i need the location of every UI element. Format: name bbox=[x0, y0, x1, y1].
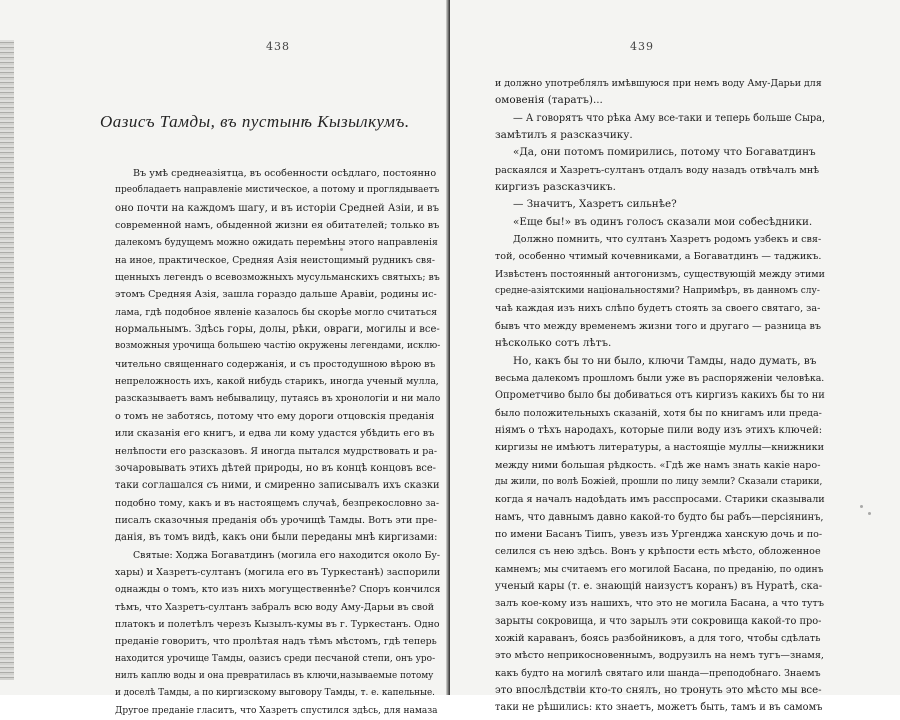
text-line: чительно священнаго содержанія, и съ простодушною вѣрою въ bbox=[115, 358, 436, 370]
text-line: и доселѣ Тамды, а по киргизскому выговору Тамды, т. е. капельные. bbox=[115, 688, 435, 699]
text-line: непреложность ихъ, какой нибудь старикъ, иногда ученый мулла, bbox=[115, 376, 439, 388]
text-line: камнемъ; мы считаемъ его могилой Басана, по преданію, по одинъ bbox=[495, 563, 824, 575]
text-line: Въ умѣ среднеазіятца, въ особенности осѣдлаго, постоянно bbox=[133, 168, 437, 179]
text-line: какъ будто на могилѣ святаго или шанда—преподобнаго. Знаемъ bbox=[495, 667, 821, 679]
text-line: щенныхъ легендъ о всевозможныхъ мусульманскихъ святыхъ; въ bbox=[115, 272, 440, 284]
text-line: Опрометчиво было бы добиваться отъ киргизъ какихъ бы то ни bbox=[495, 390, 825, 402]
left-page-body bbox=[115, 165, 440, 720]
text-line: преданіе говоритъ, что пролѣтая надъ тѣмъ мѣстомъ, гдѣ теперь bbox=[115, 636, 437, 648]
text-line: тѣмъ, что Хазретъ-султанъ забралъ всю воду Аму-Дарьи въ свой bbox=[115, 601, 434, 613]
text-line: ученый кары (т. е. знающій наизустъ коранъ) въ Нуратѣ, ска- bbox=[495, 580, 823, 592]
text-line: намъ, что давнымъ давно какой-то будто бы рабъ—персіянинъ, bbox=[495, 511, 824, 523]
text-line: киргизы не имѣютъ литературы, а настоящіе муллы—книжники bbox=[495, 442, 825, 454]
text-line: селился съ нею здѣсь. Вонъ у крѣпости есть мѣсто, обложенное bbox=[495, 546, 821, 558]
text-line: нилъ каплю воды и она превратилась въ ключи,называемые потому bbox=[115, 670, 434, 681]
text-line: этомъ Средняя Азія, зашла гораздо дальше Аравіи, родины ис- bbox=[115, 289, 437, 301]
text-line: оно почти на каждомъ шагу, и въ исторіи Средней Азіи, и въ bbox=[115, 202, 439, 214]
text-line: киргизъ разсказчикъ. bbox=[495, 181, 616, 194]
text-line: лама, гдѣ подобное явленіе казалось бы скорѣе могло считаться bbox=[115, 306, 438, 318]
text-line: на иное, практическое, Средняя Азія неистощимый рудникъ свя- bbox=[115, 254, 436, 266]
text-line: современной намъ, обыденной жизни ея обитателей; только въ bbox=[115, 220, 440, 232]
text-line: «Да, они потомъ помирились, потому что Богаватдинъ bbox=[513, 146, 816, 159]
text-line: омовенія (таратъ)... bbox=[495, 94, 603, 107]
text-line: однажды о томъ, кто изъ нихъ могущественнѣе? Споръ кончился bbox=[115, 584, 441, 596]
print-speck bbox=[868, 512, 871, 515]
left-page bbox=[0, 0, 450, 716]
text-line: далекомъ будущемъ можно ожидать перемѣны этого направленія bbox=[115, 237, 438, 249]
text-line: преобладаетъ направленіе мистическое, а потому и проглядываетъ bbox=[115, 185, 440, 196]
text-line: платокъ и полетѣлъ черезъ Кызылъ-кумы въ г. Туркестанъ. Одно bbox=[115, 618, 440, 630]
text-line: хожій караванъ, боясь разбойниковъ, а для того, чтобы сдѣлать bbox=[495, 633, 821, 644]
text-line: разсказываетъ вамъ небывалицу, путаясь въ хронологіи и ни мало bbox=[115, 393, 441, 405]
text-line: — Значитъ, Хазретъ сильнѣе? bbox=[513, 198, 677, 211]
text-line: нормальнымъ. Здѣсь горы, долы, рѣки, овраги, могилы и все- bbox=[115, 324, 440, 336]
right-page bbox=[450, 0, 900, 714]
text-line: средне-азіятскими національностями? Напримѣръ, въ данномъ слу- bbox=[495, 286, 820, 297]
text-line: весьма далекомъ прошломъ были уже въ распоряженіи человѣка. bbox=[495, 372, 825, 384]
text-line: «Еще бы!» въ одинъ голосъ сказали мои собесѣдники. bbox=[513, 215, 813, 228]
text-line: раскаялся и Хазретъ-султанъ отдалъ воду назадъ отвѣчалъ мнѣ bbox=[495, 164, 820, 176]
text-line: нѣсколько сотъ лѣтъ. bbox=[495, 337, 612, 350]
text-line: по имени Басанъ Тіипъ, увезъ изъ Ургенджа ханскую дочь и по- bbox=[495, 528, 823, 540]
text-line: ды жили, по волѣ Божіей, прошли по лицу земли? Сказали старики, bbox=[495, 476, 823, 487]
text-line: между ними большая рѣдкость. «Гдѣ же намъ знать какіе наро- bbox=[495, 459, 821, 471]
text-line: Другое преданіе гласитъ, что Хазретъ спустился здѣсь, для намаза bbox=[115, 705, 438, 716]
text-line: зочаровывать этихъ дѣтей природы, но въ концѣ концовъ все- bbox=[115, 462, 436, 474]
text-line: писалъ сказочныя преданія объ урочищѣ Тамды. Вотъ эти пре- bbox=[115, 514, 437, 526]
text-line: бывъ что между временемъ жизни того и другаго — разница въ bbox=[495, 320, 821, 332]
page-number-left: 438 bbox=[266, 40, 290, 53]
text-line: хары) и Хазретъ-султанъ (могила его въ Туркестанѣ) заспорили bbox=[115, 566, 441, 578]
page-edge-stack bbox=[0, 40, 14, 680]
text-line: данія, въ томъ видѣ, какъ они были переданы мнѣ киргизами: bbox=[115, 532, 438, 544]
text-line: чаѣ каждая изъ нихъ слѣпо будетъ стоять за своего святаго, за- bbox=[495, 303, 821, 315]
text-line: Должно помнить, что султанъ Хазретъ родомъ узбекъ и свя- bbox=[513, 234, 822, 246]
text-line: залъ кое-кому изъ нашихъ, что это не могила Басана, а что тутъ bbox=[495, 598, 824, 610]
text-line: Святые: Ходжа Богаватдинъ (могила его находится около Бу- bbox=[133, 549, 441, 561]
text-line: о томъ не заботясь, потому что ему дороги отцовскія преданія bbox=[115, 410, 435, 422]
right-page-body bbox=[495, 75, 825, 717]
text-line: было положительныхъ сказаній, хотя бы по книгамъ или преда- bbox=[495, 407, 822, 419]
text-line: возможныя урочища большею частію окружены легендами, исклю- bbox=[115, 341, 441, 352]
text-line: это мѣсто неприкосновеннымъ, водрузилъ на немъ тугъ—знамя, bbox=[495, 650, 824, 662]
text-line: подобно тому, какъ и въ настоящемъ случаѣ, безпрекословно за- bbox=[115, 497, 440, 509]
text-line: той, особенно чтимый кочевниками, а Богаватдинъ — таджикъ. bbox=[495, 251, 822, 263]
text-line: находится урочище Тамды, оазисъ среди песчаной степи, онъ уро- bbox=[115, 653, 436, 664]
print-speck bbox=[860, 505, 863, 508]
text-line: таки соглашался съ ними, и смиренно записывалъ ихъ сказки bbox=[115, 480, 440, 492]
chapter-title: Оазисъ Тамды, въ пустынѣ Кызылкумъ. bbox=[100, 112, 410, 131]
text-line: зарыты сокровища, и что зарылъ эти сокровища какой-то про- bbox=[495, 615, 822, 627]
text-line: — А говорятъ что рѣка Аму все-таки и теперь больше Сыра, bbox=[513, 112, 826, 124]
text-line: это впослѣдствіи кто-то снялъ, но тронуть это мѣсто мы все- bbox=[495, 685, 822, 697]
text-line: ніямъ о тѣхъ народахъ, которые пили воду изъ этихъ ключей: bbox=[495, 424, 823, 436]
text-line: или сказанія его книгъ, и едва ли кому удастся убѣдить его въ bbox=[115, 428, 435, 440]
text-line: нелѣпости его разсказовъ. Я иногда пытался мудрствовать и ра- bbox=[115, 445, 438, 457]
text-line: Извѣстенъ постоянный антогонизмъ, существующій между этими bbox=[495, 268, 825, 280]
text-line: Но, какъ бы то ни было, ключи Тамды, надо думать, въ bbox=[513, 354, 817, 367]
text-line: замѣтилъ я разсказчику. bbox=[495, 129, 633, 142]
text-line: и должно употреблялъ имѣвшуюся при немъ воду Аму-Дарьи для bbox=[495, 78, 822, 89]
page-number-right: 439 bbox=[630, 40, 654, 53]
text-line: когда я началъ надоѣдать имъ расспросами. Старики сказывали bbox=[495, 494, 825, 506]
text-line: таки не рѣшились: кто знаетъ, можетъ быть, тамъ и въ самомъ bbox=[495, 702, 823, 714]
print-speck bbox=[340, 248, 343, 251]
